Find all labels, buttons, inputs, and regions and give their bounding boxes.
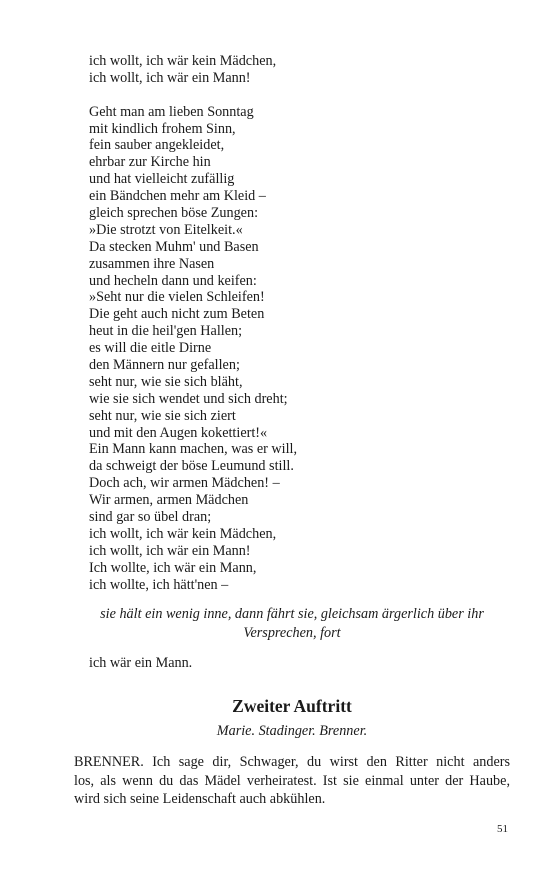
stage-direction-line: sie hält ein wenig inne, dann fährt sie, gleichsam ärgerlich über ihr <box>100 606 484 622</box>
verse-line: Die geht auch nicht zum Beten <box>89 306 265 323</box>
verse-line: sind gar so übel dran; <box>89 509 212 526</box>
verse-line: Da stecken Muhm' und Basen <box>89 238 259 255</box>
verse-line: zusammen ihre Nasen <box>89 255 215 272</box>
verse-line: da schweigt der böse Leumund still. <box>89 458 294 475</box>
scene-heading: Zweiter Auftritt <box>232 696 352 716</box>
stage-direction <box>74 605 510 643</box>
verse-line: Geht man am lieben Sonntag <box>89 103 254 120</box>
verse-line: Ich wollte, ich wär ein Mann, <box>89 559 257 576</box>
verse-line: seht nur, wie sie sich ziert <box>89 407 236 424</box>
verse-line: ich wollt, ich wär ein Mann! <box>89 542 251 559</box>
cast-list: Marie. Stadinger. Brenner. <box>216 723 368 739</box>
verse-line: und mit den Augen kokettiert!« <box>89 424 268 441</box>
verse-line: mit kindlich frohem Sinn, <box>89 120 236 137</box>
verse-line: wie sie sich wendet und sich dreht; <box>89 390 288 407</box>
verse-line: und hat vielleicht zufällig <box>89 171 235 188</box>
verse-line: ehrbar zur Kirche hin <box>89 154 211 171</box>
stanza-break <box>89 87 509 104</box>
verse-line: heut in die heil'gen Hallen; <box>89 323 243 340</box>
page-number: 51 <box>497 823 508 835</box>
verse-line: Doch ach, wir armen Mädchen! – <box>89 475 280 492</box>
verse-line: Wir armen, armen Mädchen <box>89 492 249 509</box>
verse-line: ich wollt, ich wär kein Mädchen, <box>89 53 277 69</box>
verse-line: seht nur, wie sie sich bläht, <box>89 373 243 390</box>
dialogue-line: los, als wenn du das Mädel verheiratest. Ist sie einmal unter der Haube, <box>74 772 510 789</box>
dialogue-paragraph <box>74 753 510 809</box>
verse-ending <box>89 655 192 672</box>
verse-line: Ein Mann kann machen, was er will, <box>89 441 298 458</box>
verse-line: »Die strotzt von Eitelkeit.« <box>89 221 243 238</box>
verse-line: und hecheln dann und keifen: <box>89 272 257 289</box>
verse-line: ich wär ein Mann. <box>89 655 193 671</box>
verse-line: ich wollt, ich wär ein Mann! <box>89 69 251 86</box>
dialogue-line: wird sich seine Leidenschaft auch abkühlen. <box>74 791 326 808</box>
verse-line: ich wollt, ich wär kein Mädchen, <box>89 525 277 542</box>
verse-line: den Männern nur gefallen; <box>89 357 240 374</box>
verse-line: »Seht nur die vielen Schleifen! <box>89 289 265 306</box>
verse-line: ich wollte, ich hätt'nen – <box>89 576 229 593</box>
verse-block <box>89 53 509 594</box>
verse-line: es will die eitle Dirne <box>89 340 212 357</box>
stage-direction-line: Versprechen, fort <box>243 625 341 641</box>
verse-line: gleich sprechen böse Zungen: <box>89 205 259 222</box>
dialogue-line: BRENNER. Ich sage dir, Schwager, du wirst den Ritter nicht anders <box>74 754 510 770</box>
verse-line: ein Bändchen mehr am Kleid – <box>89 188 266 205</box>
verse-line: fein sauber angekleidet, <box>89 137 225 154</box>
